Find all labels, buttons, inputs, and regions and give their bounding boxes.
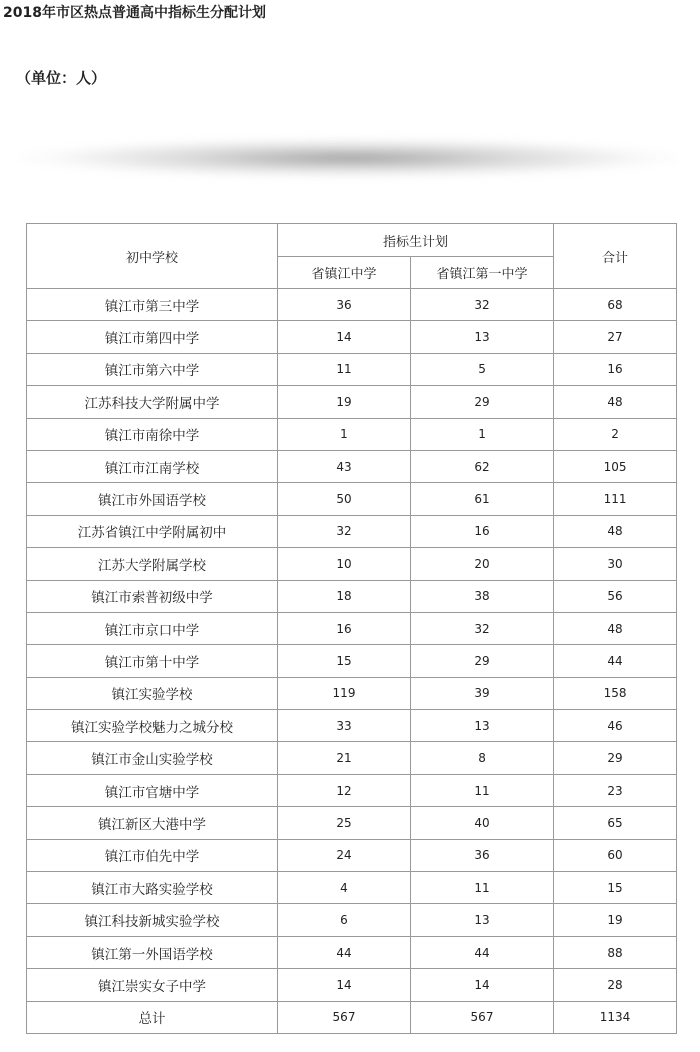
- row-zhenjiang-high-school-quota: 12: [278, 774, 411, 806]
- row-school: 镇江市外国语学校: [27, 483, 278, 515]
- row-zhenjiang-high-school-quota: 10: [278, 548, 411, 580]
- row-school: 镇江市京口中学: [27, 612, 278, 644]
- row-zhenjiang-no1-quota: 11: [411, 774, 554, 806]
- row-school: 江苏科技大学附属中学: [27, 386, 278, 418]
- table-row: [27, 710, 677, 742]
- table-row: [27, 774, 677, 806]
- row-total: 65: [554, 807, 677, 839]
- table-row: [27, 580, 677, 612]
- summary-zhenjiang-high-school-total: 567: [278, 1001, 411, 1033]
- row-school: 镇江市江南学校: [27, 450, 278, 482]
- row-zhenjiang-high-school-quota: 16: [278, 612, 411, 644]
- row-school: 镇江市官塘中学: [27, 774, 278, 806]
- row-total: 23: [554, 774, 677, 806]
- table-row: [27, 321, 677, 353]
- row-total: 111: [554, 483, 677, 515]
- row-zhenjiang-no1-quota: 20: [411, 548, 554, 580]
- row-total: 46: [554, 710, 677, 742]
- row-school: 镇江市南徐中学: [27, 418, 278, 450]
- row-school: 镇江新区大港中学: [27, 807, 278, 839]
- table-row: [27, 483, 677, 515]
- table-row: [27, 289, 677, 321]
- table-row: [27, 839, 677, 871]
- row-school: 镇江市伯先中学: [27, 839, 278, 871]
- table-row: [27, 904, 677, 936]
- table-row: [27, 645, 677, 677]
- header-zhenjiang-no1-high-school: 省镇江第一中学: [411, 257, 554, 289]
- row-zhenjiang-high-school-quota: 4: [278, 872, 411, 904]
- row-zhenjiang-no1-quota: 36: [411, 839, 554, 871]
- row-school: 镇江实验学校: [27, 677, 278, 709]
- row-total: 16: [554, 353, 677, 385]
- row-zhenjiang-no1-quota: 39: [411, 677, 554, 709]
- row-zhenjiang-high-school-quota: 36: [278, 289, 411, 321]
- row-zhenjiang-high-school-quota: 33: [278, 710, 411, 742]
- row-zhenjiang-no1-quota: 32: [411, 289, 554, 321]
- header-school: 初中学校: [27, 224, 278, 289]
- row-total: 68: [554, 289, 677, 321]
- row-school: 镇江市第三中学: [27, 289, 278, 321]
- table-row: [27, 677, 677, 709]
- table-row: [27, 872, 677, 904]
- table-row: [27, 807, 677, 839]
- table-row: [27, 612, 677, 644]
- row-zhenjiang-no1-quota: 61: [411, 483, 554, 515]
- table-row: [27, 969, 677, 1001]
- table-row: [27, 353, 677, 385]
- row-school: 镇江市索普初级中学: [27, 580, 278, 612]
- row-zhenjiang-no1-quota: 44: [411, 936, 554, 968]
- row-total: 105: [554, 450, 677, 482]
- row-zhenjiang-high-school-quota: 15: [278, 645, 411, 677]
- header-zhenjiang-high-school: 省镇江中学: [278, 257, 411, 289]
- row-zhenjiang-high-school-quota: 21: [278, 742, 411, 774]
- row-total: 19: [554, 904, 677, 936]
- row-zhenjiang-no1-quota: 5: [411, 353, 554, 385]
- table-row: [27, 418, 677, 450]
- row-zhenjiang-high-school-quota: 119: [278, 677, 411, 709]
- row-zhenjiang-high-school-quota: 32: [278, 515, 411, 547]
- summary-label: 总计: [27, 1001, 278, 1033]
- row-zhenjiang-no1-quota: 11: [411, 872, 554, 904]
- row-zhenjiang-high-school-quota: 11: [278, 353, 411, 385]
- row-total: 60: [554, 839, 677, 871]
- row-zhenjiang-no1-quota: 13: [411, 321, 554, 353]
- row-school: 镇江第一外国语学校: [27, 936, 278, 968]
- table-row: [27, 386, 677, 418]
- row-total: 158: [554, 677, 677, 709]
- row-school: 镇江科技新城实验学校: [27, 904, 278, 936]
- summary-grand-total: 1134: [554, 1001, 677, 1033]
- row-zhenjiang-high-school-quota: 50: [278, 483, 411, 515]
- row-zhenjiang-high-school-quota: 14: [278, 969, 411, 1001]
- row-zhenjiang-no1-quota: 38: [411, 580, 554, 612]
- row-school: 江苏省镇江中学附属初中: [27, 515, 278, 547]
- row-school: 镇江实验学校魅力之城分校: [27, 710, 278, 742]
- unit-note: （单位：人）: [16, 69, 107, 87]
- row-total: 15: [554, 872, 677, 904]
- row-total: 56: [554, 580, 677, 612]
- table-row: [27, 936, 677, 968]
- row-zhenjiang-no1-quota: 40: [411, 807, 554, 839]
- row-zhenjiang-high-school-quota: 25: [278, 807, 411, 839]
- row-zhenjiang-high-school-quota: 43: [278, 450, 411, 482]
- quota-table: [26, 223, 677, 1034]
- header-total: 合计: [554, 224, 677, 289]
- table-row: [27, 515, 677, 547]
- table-row: [27, 742, 677, 774]
- row-zhenjiang-no1-quota: 13: [411, 904, 554, 936]
- row-zhenjiang-no1-quota: 1: [411, 418, 554, 450]
- decorative-shadow-divider: [20, 138, 680, 178]
- row-zhenjiang-no1-quota: 32: [411, 612, 554, 644]
- row-school: 镇江市第四中学: [27, 321, 278, 353]
- row-total: 28: [554, 969, 677, 1001]
- table-row: [27, 450, 677, 482]
- table-row: [27, 548, 677, 580]
- row-school: 镇江市第六中学: [27, 353, 278, 385]
- row-total: 30: [554, 548, 677, 580]
- row-zhenjiang-high-school-quota: 1: [278, 418, 411, 450]
- row-school: 镇江市金山实验学校: [27, 742, 278, 774]
- row-zhenjiang-no1-quota: 8: [411, 742, 554, 774]
- row-zhenjiang-no1-quota: 13: [411, 710, 554, 742]
- row-zhenjiang-high-school-quota: 18: [278, 580, 411, 612]
- row-total: 48: [554, 515, 677, 547]
- row-total: 27: [554, 321, 677, 353]
- page-title: 2018年市区热点普通高中指标生分配计划: [3, 5, 266, 21]
- row-zhenjiang-no1-quota: 29: [411, 386, 554, 418]
- row-zhenjiang-high-school-quota: 24: [278, 839, 411, 871]
- row-school: 镇江市大路实验学校: [27, 872, 278, 904]
- table-body: [27, 289, 677, 1034]
- row-school: 江苏大学附属学校: [27, 548, 278, 580]
- row-total: 44: [554, 645, 677, 677]
- row-zhenjiang-no1-quota: 62: [411, 450, 554, 482]
- row-zhenjiang-high-school-quota: 6: [278, 904, 411, 936]
- row-total: 48: [554, 612, 677, 644]
- row-zhenjiang-high-school-quota: 19: [278, 386, 411, 418]
- row-school: 镇江崇实女子中学: [27, 969, 278, 1001]
- row-total: 88: [554, 936, 677, 968]
- row-zhenjiang-high-school-quota: 14: [278, 321, 411, 353]
- row-zhenjiang-no1-quota: 29: [411, 645, 554, 677]
- row-zhenjiang-no1-quota: 16: [411, 515, 554, 547]
- row-zhenjiang-high-school-quota: 44: [278, 936, 411, 968]
- row-zhenjiang-no1-quota: 14: [411, 969, 554, 1001]
- header-plan: 指标生计划: [278, 224, 554, 257]
- row-school: 镇江市第十中学: [27, 645, 278, 677]
- row-total: 2: [554, 418, 677, 450]
- row-total: 48: [554, 386, 677, 418]
- row-total: 29: [554, 742, 677, 774]
- summary-row: [27, 1001, 677, 1033]
- summary-zhenjiang-no1-total: 567: [411, 1001, 554, 1033]
